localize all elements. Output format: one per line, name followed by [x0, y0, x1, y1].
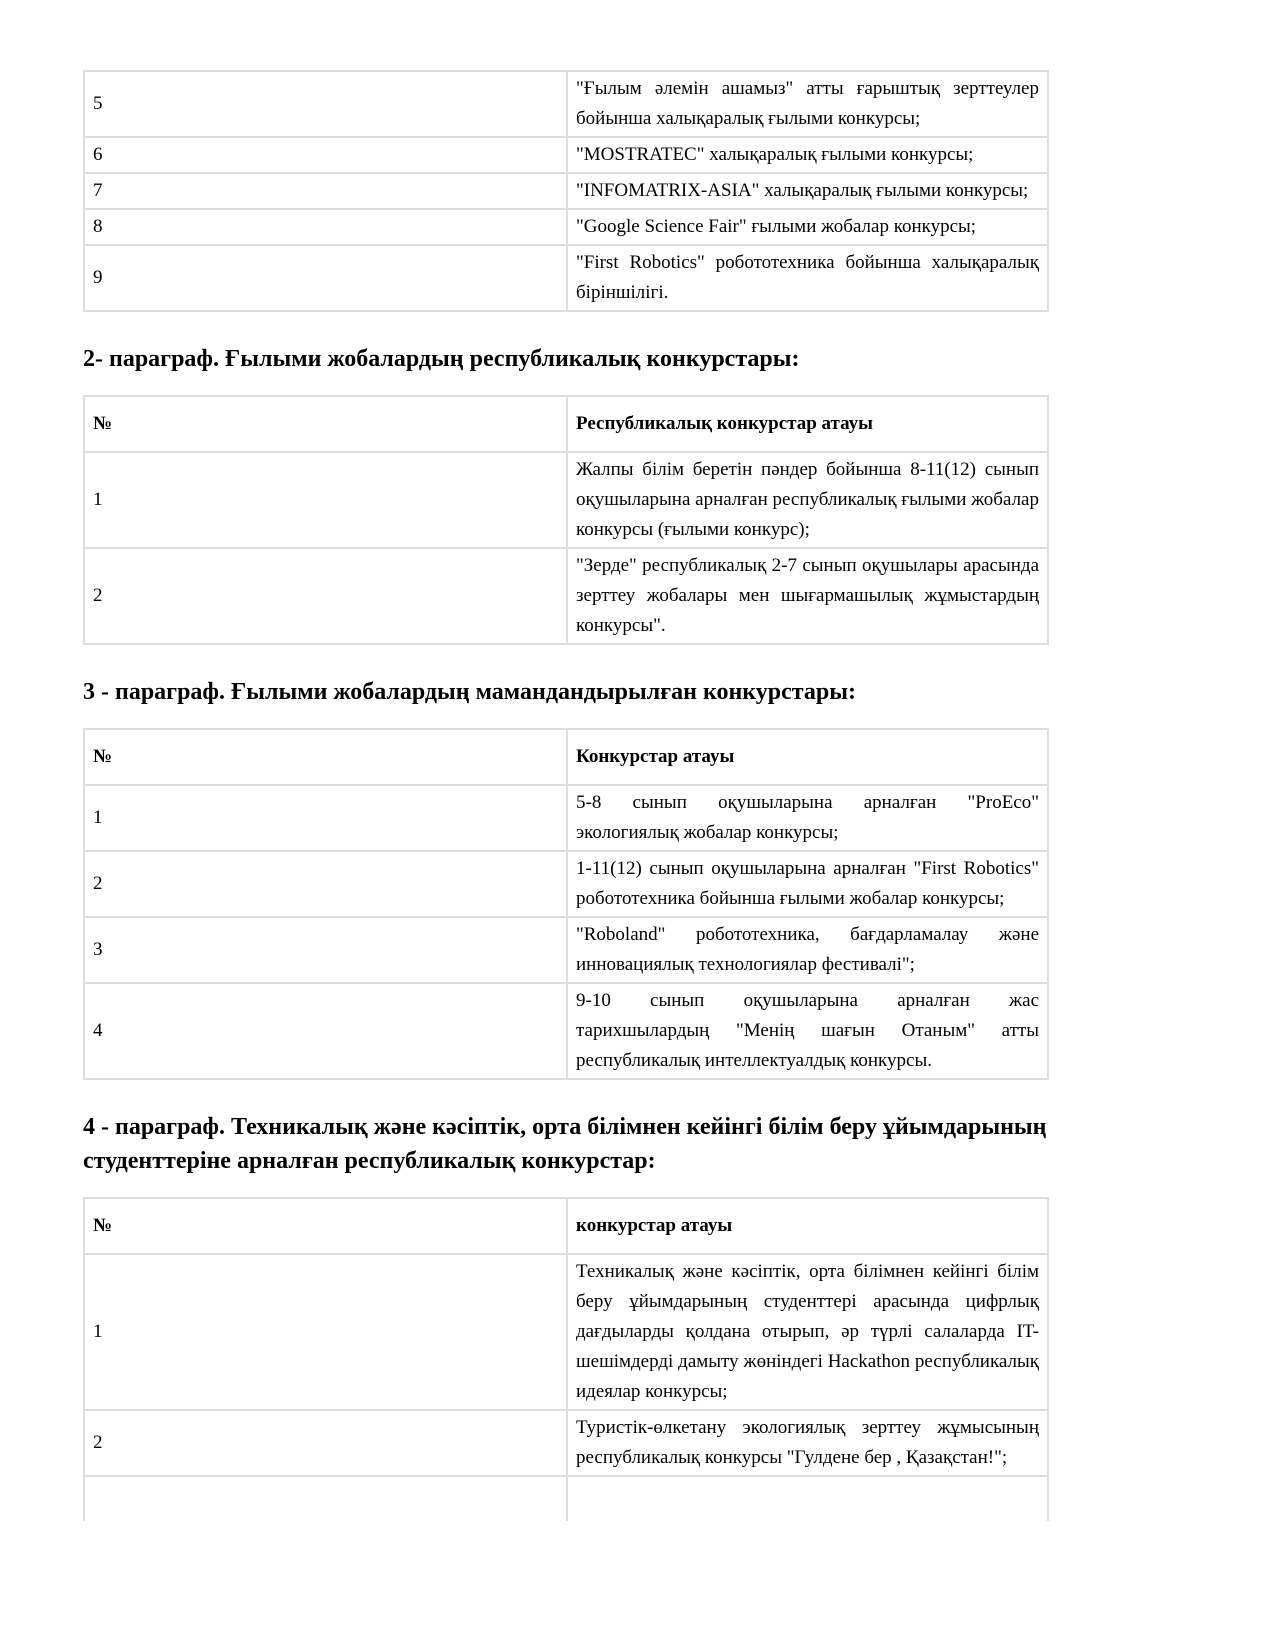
competition-name-cell: Техникалық және кәсіптік, орта білімнен кейінгі білім беру ұйымдарының студенттері арасында цифрлық дағдыларды қолдана отырып, әр түрлі салаларда IT-шешімдерді дамыту жөніндегі Hackathon республикалық идеялар конкурсы; [567, 1254, 1048, 1410]
competition-name-cell: 1-11(12) сынып оқушыларына арналған "First Robotics" робототехника бойынша ғылыми жобалар конкурсы; [567, 851, 1048, 917]
paragraph-3-heading: 3 - параграф. Ғылыми жобалардың мамандандырылған конкурстары: [83, 679, 856, 705]
table-row [84, 983, 1048, 1079]
table-row [84, 137, 1048, 173]
competition-name-cell: "Google Science Fair" ғылыми жобалар конкурсы; [567, 209, 1048, 245]
table-row [84, 71, 1048, 137]
table-row-cut-off [84, 1476, 1048, 1521]
row-number-cell: 5 [84, 71, 567, 137]
number-column-header: № [84, 729, 567, 785]
row-number-cell: 2 [84, 1410, 567, 1476]
competition-name-cell: "Ғылым әлемін ашамыз" атты ғарыштық зерттеулер бойынша халықаралық ғылыми конкурсы; [567, 71, 1048, 137]
competition-name-cell: "MOSTRATEC" халықаралық ғылыми конкурсы; [567, 137, 1048, 173]
table-header-row [84, 729, 1048, 785]
competition-name-cell [567, 1476, 1048, 1521]
specialized-competitions-table [83, 728, 1049, 1080]
table-header-row [84, 1198, 1048, 1254]
table-row [84, 785, 1048, 851]
competition-name-cell: "Roboland" робототехника, бағдарламалау және инновациялық технологиялар фестивалі"; [567, 917, 1048, 983]
table-row [84, 452, 1048, 548]
row-number-cell: 4 [84, 983, 567, 1079]
table-row [84, 1410, 1048, 1476]
table-row [84, 1254, 1048, 1410]
competition-name-cell: "First Robotics" робототехника бойынша халықаралық біріншілігі. [567, 245, 1048, 311]
republican-competitions-table [83, 395, 1049, 645]
competition-name-cell: "Зерде" республикалық 2-7 сынып оқушылары арасында зерттеу жобалары мен шығармашылық жұмыстардың конкурсы". [567, 548, 1048, 644]
title-column-header: Республикалық конкурстар атауы [567, 396, 1048, 452]
paragraph-2-heading: 2- параграф. Ғылыми жобалардың республикалық конкурстары: [83, 346, 800, 372]
table-row [84, 245, 1048, 311]
row-number-cell: 1 [84, 452, 567, 548]
number-column-header: № [84, 1198, 567, 1254]
row-number-cell: 1 [84, 1254, 567, 1410]
competition-name-cell: Туристік-өлкетану экологиялық зерттеу жұмысының республикалық конкурсы "Гулдене бер , Қазақстан!"; [567, 1410, 1048, 1476]
paragraph-4-heading: 4 - параграф. Техникалық және кәсіптік, орта білімнен кейінгі білім беру ұйымдарының студенттеріне арналған республикалық конкурстар: [83, 1114, 1047, 1174]
competition-name-cell: 9-10 сынып оқушыларына арналған жас тарихшылардың "Менің шағын Отаным" атты республикалық интеллектуалдық конкурсы. [567, 983, 1048, 1079]
table-header-row [84, 396, 1048, 452]
table-row [84, 548, 1048, 644]
competition-name-cell: Жалпы білім беретін пәндер бойынша 8-11(12) сынып оқушыларына арналған республикалық ғылыми жобалар конкурсы (ғылыми конкурс); [567, 452, 1048, 548]
row-number-cell: 8 [84, 209, 567, 245]
competition-name-cell: "INFOMATRIX-ASIA" халықаралық ғылыми конкурсы; [567, 173, 1048, 209]
title-column-header: Конкурстар атауы [567, 729, 1048, 785]
row-number-cell: 2 [84, 851, 567, 917]
row-number-cell: 2 [84, 548, 567, 644]
tvet-student-competitions-table [83, 1197, 1049, 1521]
row-number-cell: 6 [84, 137, 567, 173]
row-number-cell: 1 [84, 785, 567, 851]
international-competitions-table [83, 70, 1049, 312]
table-row [84, 173, 1048, 209]
table-row [84, 917, 1048, 983]
title-column-header: конкурстар атауы [567, 1198, 1048, 1254]
table-row [84, 209, 1048, 245]
row-number-cell: 9 [84, 245, 567, 311]
table-row [84, 851, 1048, 917]
row-number-cell [84, 1476, 567, 1521]
row-number-cell: 7 [84, 173, 567, 209]
row-number-cell: 3 [84, 917, 567, 983]
competition-name-cell: 5-8 сынып оқушыларына арналған "ProEco" экологиялық жобалар конкурсы; [567, 785, 1048, 851]
number-column-header: № [84, 396, 567, 452]
